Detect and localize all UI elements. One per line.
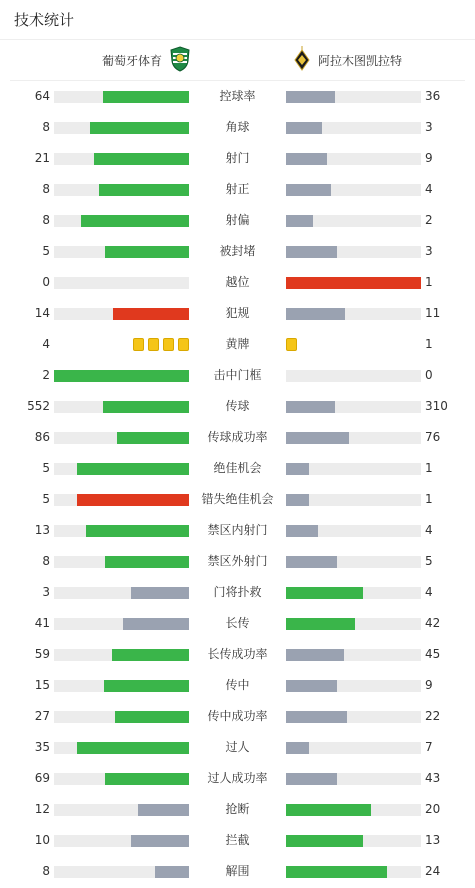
away-stat-bar xyxy=(286,742,421,754)
home-stat-bar xyxy=(54,277,189,289)
home-stat-bar xyxy=(54,184,189,196)
home-stat-bar-fill xyxy=(77,494,189,506)
home-stat-value: 27 xyxy=(34,709,50,723)
home-stat-value: 8 xyxy=(42,554,50,568)
away-stat-value: 5 xyxy=(425,554,433,568)
away-stat-bar-fill xyxy=(286,246,337,258)
away-stat-bar xyxy=(286,401,421,413)
stat-label: 传球成功率 xyxy=(207,430,268,444)
stat-label: 击中门框 xyxy=(213,368,262,382)
home-stat-bar-fill xyxy=(155,866,189,878)
stat-label: 射偏 xyxy=(225,213,250,227)
stat-label: 抢断 xyxy=(225,802,250,816)
stat-row xyxy=(0,546,475,577)
home-stat-bar xyxy=(54,649,189,661)
home-stat-bar xyxy=(54,773,189,785)
stat-label: 射正 xyxy=(225,182,250,196)
home-stat-bar xyxy=(54,556,189,568)
home-stat-bar xyxy=(54,370,189,382)
home-stat-bar xyxy=(54,494,189,506)
home-stat-bar-fill xyxy=(105,773,189,785)
away-stat-value: 2 xyxy=(425,213,433,227)
away-stat-bar-fill xyxy=(286,742,309,754)
home-stat-bar xyxy=(54,742,189,754)
stat-row xyxy=(0,422,475,453)
home-stat-bar-fill xyxy=(113,308,189,320)
away-stat-bar-fill xyxy=(286,773,337,785)
home-stat-value: 552 xyxy=(27,399,50,413)
away-stat-bar-fill xyxy=(286,556,337,568)
away-stat-bar xyxy=(286,215,421,227)
home-stat-bar-fill xyxy=(54,370,189,382)
away-stat-bar xyxy=(286,432,421,444)
away-stat-bar-fill xyxy=(286,215,313,227)
home-stat-bar xyxy=(54,835,189,847)
away-stat-bar xyxy=(286,184,421,196)
stat-label: 解围 xyxy=(225,864,250,878)
home-stat-bar xyxy=(54,618,189,630)
away-stat-bar-fill xyxy=(286,401,335,413)
away-stat-bar-fill xyxy=(286,711,347,723)
away-stat-bar-fill xyxy=(286,866,387,878)
kairat-crest-icon xyxy=(294,46,310,75)
home-stat-value: 59 xyxy=(34,647,50,661)
stat-label: 门将扑救 xyxy=(213,585,262,599)
away-stat-value: 76 xyxy=(425,430,441,444)
home-stat-value: 5 xyxy=(42,244,50,258)
home-stat-value: 14 xyxy=(34,306,50,320)
away-stat-bar-fill xyxy=(286,494,309,506)
home-stat-bar xyxy=(54,866,189,878)
away-stat-value: 3 xyxy=(425,244,433,258)
away-stat-bar xyxy=(286,835,421,847)
away-stat-value: 1 xyxy=(425,492,433,506)
stat-label: 拦截 xyxy=(225,833,250,847)
home-stat-value: 4 xyxy=(42,337,50,351)
home-stat-value: 10 xyxy=(34,833,50,847)
away-stat-bar xyxy=(286,680,421,692)
away-stat-bar-fill xyxy=(286,153,327,165)
away-stat-bar-fill xyxy=(286,122,322,134)
away-stat-value: 20 xyxy=(425,802,441,816)
page-title: 技术统计 xyxy=(0,0,475,40)
away-stat-bar xyxy=(286,246,421,258)
home-stat-bar xyxy=(54,308,189,320)
away-stat-value: 4 xyxy=(425,182,433,196)
stat-label: 犯规 xyxy=(225,306,250,320)
stat-label: 长传 xyxy=(225,616,250,630)
home-stat-bar-fill xyxy=(112,649,189,661)
away-stat-bar xyxy=(286,556,421,568)
away-stat-bar-fill xyxy=(286,680,337,692)
stat-row xyxy=(0,856,475,887)
home-stat-bar xyxy=(54,91,189,103)
yellow-card-icon xyxy=(133,338,144,351)
away-stat-bar-fill xyxy=(286,618,355,630)
away-team[interactable] xyxy=(294,40,402,81)
stat-row xyxy=(0,205,475,236)
stat-label: 被封堵 xyxy=(219,244,256,258)
stat-label: 控球率 xyxy=(219,89,256,103)
home-stat-bar-fill xyxy=(103,401,189,413)
away-stat-bar xyxy=(286,618,421,630)
away-stat-value: 9 xyxy=(425,678,433,692)
away-yellow-cards xyxy=(286,338,301,351)
home-stat-bar-fill xyxy=(77,742,189,754)
stat-row xyxy=(0,236,475,267)
home-team[interactable] xyxy=(102,40,190,81)
home-stat-bar-fill xyxy=(131,835,189,847)
home-stat-value: 3 xyxy=(42,585,50,599)
stat-row xyxy=(0,453,475,484)
away-stat-value: 24 xyxy=(425,864,441,878)
stat-row xyxy=(0,639,475,670)
home-stat-value: 8 xyxy=(42,213,50,227)
stat-label: 绝佳机会 xyxy=(213,461,262,475)
home-stat-bar-fill xyxy=(103,91,189,103)
home-stat-bar-fill xyxy=(81,215,189,227)
away-stat-bar xyxy=(286,649,421,661)
stat-row xyxy=(0,763,475,794)
stat-row xyxy=(0,112,475,143)
home-stat-value: 41 xyxy=(34,616,50,630)
stat-label: 过人 xyxy=(225,740,250,754)
stat-label: 黄牌 xyxy=(225,337,250,351)
away-stat-value: 310 xyxy=(425,399,448,413)
away-stat-bar-fill xyxy=(286,525,318,537)
stat-row xyxy=(0,701,475,732)
away-stat-bar xyxy=(286,370,421,382)
home-stat-value: 15 xyxy=(34,678,50,692)
stat-row xyxy=(0,794,475,825)
away-stat-bar xyxy=(286,804,421,816)
stat-label: 传球 xyxy=(225,399,250,413)
home-stat-bar xyxy=(54,122,189,134)
home-stat-bar xyxy=(54,401,189,413)
yellow-card-icon xyxy=(148,338,159,351)
away-stat-value: 45 xyxy=(425,647,441,661)
home-stat-value: 86 xyxy=(34,430,50,444)
away-stat-value: 3 xyxy=(425,120,433,134)
stat-row xyxy=(0,515,475,546)
home-stat-bar xyxy=(54,246,189,258)
away-stat-bar xyxy=(286,587,421,599)
away-stat-bar-fill xyxy=(286,587,363,599)
away-stat-bar-fill xyxy=(286,649,344,661)
home-stat-bar xyxy=(54,804,189,816)
home-stat-bar-fill xyxy=(104,680,189,692)
yellow-card-icon xyxy=(178,338,189,351)
stat-row xyxy=(0,267,475,298)
home-stat-bar xyxy=(54,587,189,599)
home-stat-bar-fill xyxy=(77,463,189,475)
away-stat-bar-fill xyxy=(286,804,371,816)
away-stat-bar xyxy=(286,91,421,103)
away-stat-value: 1 xyxy=(425,337,433,351)
yellow-card-icon xyxy=(163,338,174,351)
home-stat-bar-fill xyxy=(90,122,189,134)
away-stat-value: 0 xyxy=(425,368,433,382)
home-stat-value: 5 xyxy=(42,492,50,506)
stat-row xyxy=(0,143,475,174)
away-stat-bar xyxy=(286,277,421,289)
away-stat-bar-fill xyxy=(286,432,349,444)
home-stat-value: 13 xyxy=(34,523,50,537)
home-yellow-cards xyxy=(129,338,189,351)
stat-label: 长传成功率 xyxy=(207,647,268,661)
away-stat-value: 22 xyxy=(425,709,441,723)
home-stat-bar xyxy=(54,711,189,723)
away-stat-value: 13 xyxy=(425,833,441,847)
stat-label: 错失绝佳机会 xyxy=(201,492,274,506)
away-stat-bar xyxy=(286,153,421,165)
away-stat-bar xyxy=(286,866,421,878)
yellow-card-icon xyxy=(286,338,297,351)
home-stat-bar xyxy=(54,215,189,227)
sporting-crest-icon xyxy=(170,46,190,75)
away-stat-bar xyxy=(286,122,421,134)
away-stat-bar-fill xyxy=(286,835,363,847)
away-stat-value: 11 xyxy=(425,306,441,320)
away-stat-value: 1 xyxy=(425,461,433,475)
stat-row xyxy=(0,608,475,639)
away-stat-bar xyxy=(286,773,421,785)
away-stat-bar-fill xyxy=(286,91,335,103)
away-stat-value: 42 xyxy=(425,616,441,630)
stat-row xyxy=(0,174,475,205)
home-stat-value: 8 xyxy=(42,864,50,878)
away-stat-bar-fill xyxy=(286,308,345,320)
home-stat-bar-fill xyxy=(99,184,189,196)
away-stat-bar-fill xyxy=(286,277,421,289)
away-stat-value: 1 xyxy=(425,275,433,289)
home-stat-bar-fill xyxy=(86,525,189,537)
home-team-name: 葡萄牙体育 xyxy=(102,54,163,68)
away-stat-value: 4 xyxy=(425,523,433,537)
stat-row xyxy=(0,360,475,391)
stat-label: 禁区外射门 xyxy=(207,554,268,568)
away-stat-bar xyxy=(286,711,421,723)
home-stat-value: 69 xyxy=(34,771,50,785)
stat-label: 传中 xyxy=(225,678,250,692)
home-stat-value: 5 xyxy=(42,461,50,475)
home-stat-bar-fill xyxy=(138,804,189,816)
home-stat-bar-fill xyxy=(115,711,189,723)
stat-row xyxy=(0,329,475,360)
stat-row xyxy=(0,577,475,608)
home-stat-bar xyxy=(54,680,189,692)
away-stat-bar xyxy=(286,463,421,475)
home-stat-bar-fill xyxy=(105,246,189,258)
stat-row xyxy=(0,825,475,856)
away-stat-bar xyxy=(286,308,421,320)
stat-label: 传中成功率 xyxy=(207,709,268,723)
away-stat-bar-fill xyxy=(286,463,309,475)
home-stat-bar-fill xyxy=(131,587,189,599)
away-team-name: 阿拉木图凯拉特 xyxy=(318,54,403,68)
stat-row xyxy=(0,81,475,112)
away-stat-value: 43 xyxy=(425,771,441,785)
away-stat-bar-fill xyxy=(286,184,331,196)
away-stat-value: 36 xyxy=(425,89,441,103)
away-stat-bar xyxy=(286,525,421,537)
stat-label: 角球 xyxy=(225,120,250,134)
home-stat-value: 0 xyxy=(42,275,50,289)
home-stat-value: 64 xyxy=(34,89,50,103)
home-stat-bar xyxy=(54,463,189,475)
home-stat-value: 35 xyxy=(34,740,50,754)
away-stat-value: 9 xyxy=(425,151,433,165)
stat-row xyxy=(0,670,475,701)
home-stat-value: 8 xyxy=(42,120,50,134)
home-stat-bar xyxy=(54,525,189,537)
stat-label: 禁区内射门 xyxy=(207,523,268,537)
stat-row xyxy=(0,484,475,515)
stat-label: 射门 xyxy=(225,151,250,165)
home-stat-bar-fill xyxy=(117,432,189,444)
away-stat-value: 7 xyxy=(425,740,433,754)
stat-label: 过人成功率 xyxy=(207,771,268,785)
stat-row xyxy=(0,732,475,763)
home-stat-bar-fill xyxy=(105,556,189,568)
home-stat-bar xyxy=(54,432,189,444)
stat-row xyxy=(0,298,475,329)
home-stat-bar-fill xyxy=(123,618,189,630)
home-stat-bar xyxy=(54,153,189,165)
home-stat-value: 12 xyxy=(34,802,50,816)
home-stat-value: 8 xyxy=(42,182,50,196)
home-stat-value: 2 xyxy=(42,368,50,382)
stat-row xyxy=(0,391,475,422)
home-stat-value: 21 xyxy=(34,151,50,165)
home-stat-bar-fill xyxy=(94,153,189,165)
away-stat-bar xyxy=(286,494,421,506)
stat-label: 越位 xyxy=(225,275,250,289)
away-stat-value: 4 xyxy=(425,585,433,599)
teams-header xyxy=(10,40,465,81)
